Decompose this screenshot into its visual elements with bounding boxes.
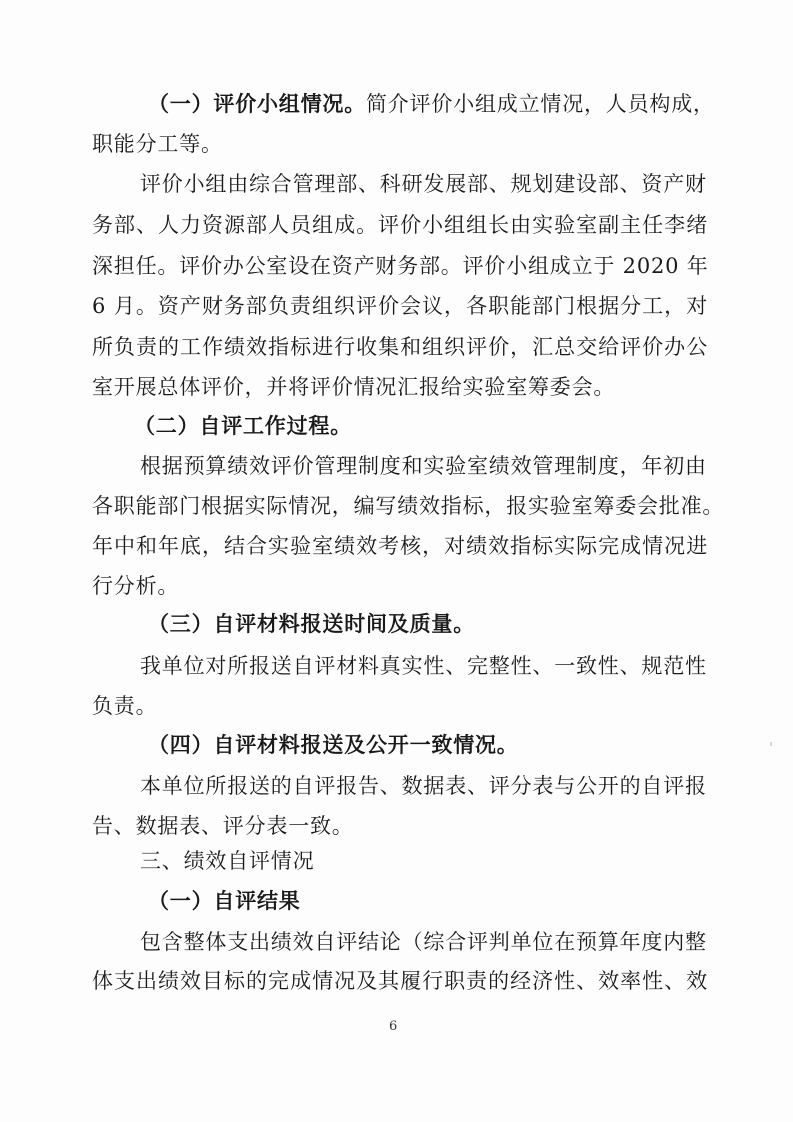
line-text: 室开展总体评价，并将评价情况汇报给实验室筹委会。 xyxy=(92,375,616,399)
line-text: 各职能部门根据实际情况，编写绩效指标，报实验室筹委会批准。 xyxy=(92,494,725,518)
paragraph-line xyxy=(92,572,179,600)
line-text: 6 月。资产财务部负责组织评价会议，各职能部门根据分工，对 xyxy=(92,294,708,318)
page-number: 6 xyxy=(389,1019,398,1034)
line-text: 负责。 xyxy=(92,694,158,718)
paragraph-line xyxy=(92,967,708,995)
paragraph-line xyxy=(92,130,223,158)
section-heading xyxy=(148,731,519,759)
line-text: 深担任。评价办公室设在资产财务部。评价小组成立于 2020 年 xyxy=(92,254,709,278)
line-text: 评价小组由综合管理部、科研发展部、规划建设部、资产财 xyxy=(140,172,707,196)
paragraph-line xyxy=(140,452,706,480)
line-text: 职能分工等。 xyxy=(92,132,223,156)
paragraph-line xyxy=(92,492,725,520)
line-text: 告、数据表、评分表一致。 xyxy=(92,814,354,838)
heading-text: （一）自评结果 xyxy=(148,888,301,913)
heading-text: （二）自评工作过程。 xyxy=(134,413,352,438)
line-text: 我单位对所报送自评材料真实性、完整性、一致性、规范性 xyxy=(140,654,707,678)
section-heading xyxy=(134,412,352,440)
heading-text: （四）自评材料报送及公开一致情况。 xyxy=(148,732,519,757)
line-text: 务部、人力资源部人员组成。评价小组组长由实验室副主任李绪 xyxy=(92,213,708,237)
line-text: 三、绩效自评情况 xyxy=(140,849,315,873)
paragraph-line xyxy=(140,170,706,198)
paragraph-line xyxy=(140,928,706,956)
paragraph-line xyxy=(92,373,615,401)
section-title xyxy=(140,847,314,875)
paragraph-line xyxy=(140,652,706,680)
line-text: 所负责的工作绩效指标进行收集和组织评价，汇总交给评价办公 xyxy=(92,335,708,359)
line-text: 本单位所报送的自评报告、数据表、评分表与公开的自评报 xyxy=(140,774,707,798)
line-text: 体支出绩效目标的完成情况及其履行职责的经济性、效率性、效 xyxy=(92,969,708,993)
section-heading xyxy=(148,610,475,638)
paragraph-line xyxy=(92,812,354,840)
line-text: 年中和年底，结合实验室绩效考核，对绩效指标实际完成情况进 xyxy=(92,534,708,558)
paragraph-line xyxy=(92,532,708,560)
paragraph-line xyxy=(148,90,715,118)
paragraph-line xyxy=(140,772,706,800)
line-text: 简介评价小组成立情况，人员构成， xyxy=(366,92,715,116)
heading-text: （三）自评材料报送时间及质量。 xyxy=(148,611,475,636)
section-heading xyxy=(148,887,301,915)
line-text: 包含整体支出绩效自评结论（综合评判单位在预算年度内整 xyxy=(140,930,707,954)
section-heading: （一）评价小组情况。 xyxy=(148,91,366,116)
line-text: 行分析。 xyxy=(92,574,180,598)
paragraph-line xyxy=(92,252,708,280)
paragraph-line xyxy=(92,292,708,320)
paragraph-line xyxy=(92,692,157,720)
scan-edge-mark xyxy=(770,742,772,746)
paragraph-line xyxy=(92,333,708,361)
paragraph-line xyxy=(92,211,708,239)
line-text: 根据预算绩效评价管理制度和实验室绩效管理制度，年初由 xyxy=(140,454,707,478)
